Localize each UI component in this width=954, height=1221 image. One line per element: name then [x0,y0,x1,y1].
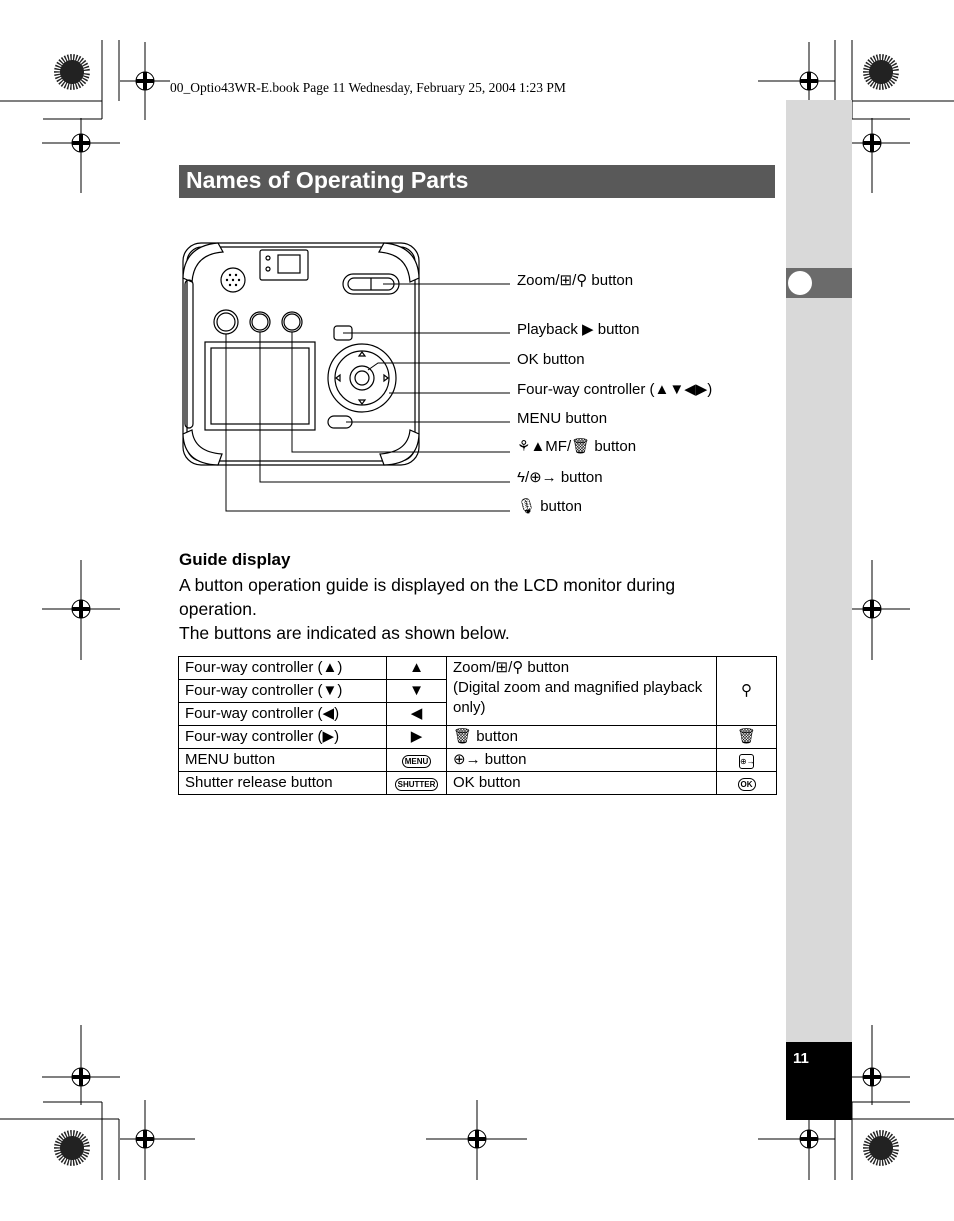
table-cell-name: MENU button [179,749,387,772]
callout-playback-button: Playback ▶ button [517,321,640,338]
page-number: 11 [793,1050,809,1067]
page-title: Names of Operating Parts [186,167,469,193]
table-cell-symbol [717,749,777,772]
table-cell-symbol [387,772,447,795]
delete-button-name: 🗑 button [447,726,717,749]
table-cell-symbol: ▶ [387,726,447,749]
table-row [179,772,777,795]
file-header: 00_Optio43WR-E.book Page 11 Wednesday, February 25, 2004 1:23 PM [170,80,566,95]
table-row [179,726,777,749]
callout-voice-button: 🎙 button [517,498,582,515]
guide-text [179,573,749,645]
protect-button-name: ⊕→ button [447,749,717,772]
table-cell-symbol [387,749,447,772]
table-row [179,657,777,680]
protect-icon: ⊕→ [739,754,754,769]
callout-ok-button: OK button [517,351,585,368]
guide-heading: Guide display [179,550,291,569]
menu-icon: MENU [402,755,432,768]
table-cell-symbol: ◀ [387,703,447,726]
table-cell-zoom [447,657,717,726]
zoom-symbol: ⚲ [717,657,777,726]
shutter-icon: SHUTTER [395,778,439,791]
delete-symbol: 🗑 [717,726,777,749]
camera-diagram [178,238,518,518]
table-cell-symbol [717,772,777,795]
guide-line-1: A button operation guide is displayed on the LCD monitor during operation. [179,575,676,619]
side-tab [786,100,852,1120]
callout-menu-button: MENU button [517,410,608,427]
ok-icon: OK [738,778,756,791]
callout-focus-delete-button: ⚘▲MF/🗑 button [517,438,637,455]
table-row [179,749,777,772]
callout-four-way-controller: Four-way controller (▲▼◀▶) [517,381,713,398]
guide-line-2: The buttons are indicated as shown below. [179,623,510,643]
chapter-circle-icon [788,271,812,295]
table-cell-symbol: ▼ [387,680,447,703]
callout-flash-protect-button: ϟ/⊕→ button [517,469,603,486]
zoom-button-note: (Digital zoom and magnified playback only) [453,679,703,716]
table-cell-name: Four-way controller (▲) [179,657,387,680]
table-cell-name: Four-way controller (▶) [179,726,387,749]
zoom-button-name: Zoom/⊞/⚲ button [453,659,570,676]
table-cell-name: Four-way controller (◀) [179,703,387,726]
table-cell-name: Shutter release button [179,772,387,795]
table-cell-symbol: ▲ [387,657,447,680]
button-guide-table [178,656,777,795]
callout-zoom-button: Zoom/⊞/⚲ button [517,272,634,289]
ok-button-name: OK button [447,772,717,795]
table-cell-name: Four-way controller (▼) [179,680,387,703]
